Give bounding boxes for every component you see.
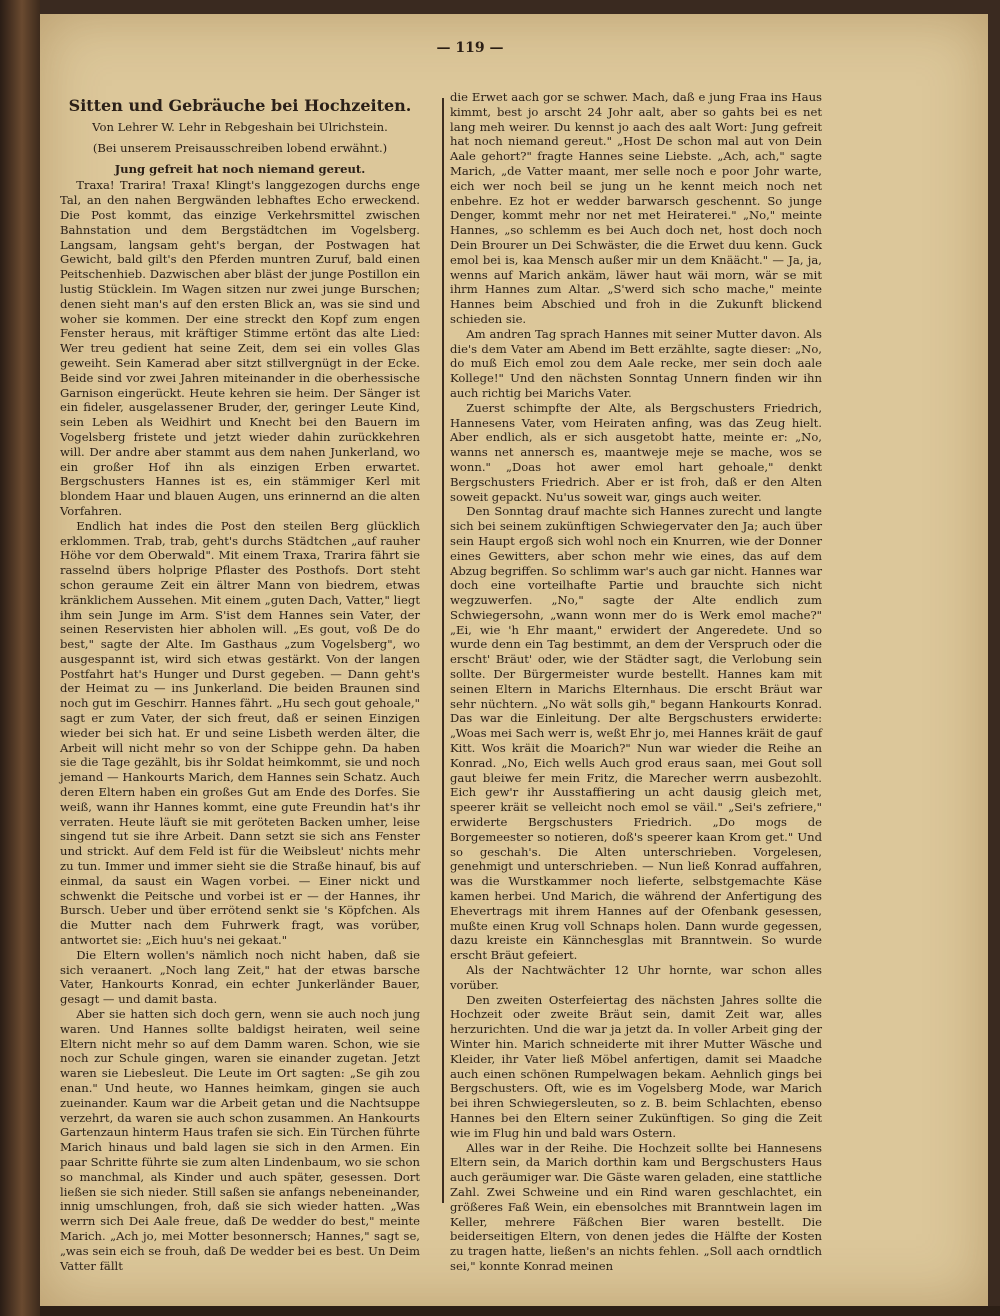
article-title: Sitten und Gebräuche bei Hochzeiten.: [68, 96, 412, 115]
paragraph: Alles war in der Reihe. Die Hochzeit sollte bei Hannesens Eltern sein, da Marich dorthin kam und Bergschusters Haus auch geräumiger war. Die Gäste waren geladen, eine stattliche Zahl. Zwei Schweine und ein Rind waren geschlachtet, ein größeres Faß Wein, ein ebensolches mit Branntwein lagen im Keller, mehrere Fäßchen Bier waren bestellt. Die beiderseitigen Eltern, von denen jedes die Hälfte der Kosten zu tragen hatte, ließen's an nichts fehlen. „Soll aach orndtlich sei," konnte Konrad meinen: [450, 1140, 822, 1273]
paragraph: Traxa! Trarira! Traxa! Klingt's langgezogen durchs enge Tal, an den nahen Bergwänden lebhaftes Echo erweckend. Die Post kommt, das einzige Verkehrsmittel zwischen Bahnstation und dem Bergstädtchen im Vogelsberg. Langsam, langsam geht's bergan, der Postwagen hat Gewicht, bald gilt's den Pferden muntren Zuruf, bald einen Peitschenhieb. Dazwischen aber bläst der junge Postillon ein lustig Stücklein. Im Wagen sitzen nur zwei junge Burschen; denen sieht man's auf den ersten Blick an, was sie sind und woher sie kommen. Der eine streckt den Kopf zum engen Fenster heraus, mit kräftiger Stimme ertönt das alte Lied: Wer treu gedient hat seine Zeit, dem sei ein volles Glas geweiht. Sein Kamerad aber sitzt stillvergnügt in der Ecke. Beide sind vor zwei Jahren miteinander in die oberhessische Garnison eingerückt. Heute kehren sie heim. Der Sänger ist ein fideler, ausgelassener Bruder, der, geringer Leute Kind, sein Leben als Weidhirt und Knecht bei den Bauern im Vogelsberg fristete und jetzt wieder dahin zurückkehren will. Der andre aber stammt aus dem nahen Junkerland, wo ein großer Hof ihn als einzigen Erben erwartet. Bergschusters Hannes ist es, ein stämmiger Kerl mit blondem Haar und blauen Augen, uns erinnernd an die alten Vorfahren.: [60, 178, 420, 518]
paragraph: Den zweiten Osterfeiertag des nächsten Jahres sollte die Hochzeit oder zweite Bräut sein, damit Zeit war, alles herzurichten. Und die war ja jetzt da. In voller Arbeit ging der Winter hin. Marich schneiderte mit ihrer Mutter Wäsche und Kleider, ihr Vater ließ Möbel anfertigen, damit sei Maadche auch einen schönen Rumpelwagen bekam. Aehnlich gings bei Bergschusters. Oft, wie es im Vogelsberg Mode, war Marich bei ihren Schwiegersleuten, so z. B. beim Schlachten, ebenso Hannes bei den Eltern seiner Zukünftigen. So ging die Zeit wie im Flug hin und bald wars Ostern.: [450, 992, 822, 1140]
article-note: (Bei unserem Preisausschreiben lobend erwähnt.): [92, 140, 388, 155]
page-number: — 119 —: [436, 40, 504, 56]
paragraph: Am andren Tag sprach Hannes mit seiner Mutter davon. Als die's dem Vater am Abend im Bett erzählte, sagte dieser: „No, do muß Eich emol zou dem Aale recke, mer sein doch aale Kollege!" Und den nächsten Sonntag Unnern finden wir ihn auch richtig bei Marichs Vater.: [450, 326, 822, 400]
article-subhead: Jung gefreit hat noch niemand gereut.: [114, 161, 366, 176]
paragraph: die Erwet aach gor se schwer. Mach, daß e jung Fraa ins Haus kimmt, best jo arscht 24 Johr aalt, aber so gahts bei es net lang meh weirer. Du kennst jo aach des aalt Wort: Jung gefreit hat noch niemand gereut." „Host De schon mal aut von Dein Aale gehort?" fragte Hannes seine Liebste. „Ach, ach," sagte Marich, „de Vatter maant, mer selle noch e poor Johr warte, eich wer noch beil se jung un he kennt meich noch net enbehre. Ez hot er wedder barwarsch geschennt. So junge Denger, kommt mehr nor net met Heiraterei." „No," meinte Hannes, „so schlemm es bei Auch doch net, host doch noch Dein Brourer un Dei Schwäster, die die Erwet duu kenn. Guck emol bei is, kaa Mensch außer mir un dem Knäächt." — Ja, ja, wenns auf Marich ankäm, läwer haut wäi morn, wär se mit ihrm Hannes zum Altar. „S'werd sich scho mache," meinte Hannes beim Abschied und froh in die Zukunft blickend schieden sie.: [450, 90, 822, 326]
right-column: [450, 90, 822, 1274]
paragraph: Als der Nachtwächter 12 Uhr hornte, war schon alles vorüber.: [450, 963, 822, 992]
left-column: [60, 90, 420, 1273]
paragraph: Aber sie hatten sich doch gern, wenn sie auch noch jung waren. Und Hannes sollte baldigst heiraten, weil seine Eltern nicht mehr so auf dem Damm waren. Schon, wie sie noch zur Schule gingen, waren sie einander zugetan. Jetzt waren sie Liebesleut. Die Leute im Ort sagten: „Se gih zou enan." Und heute, wo Hannes heimkam, gingen sie auch zueinander. Kaum war die Arbeit getan und die Nachtsuppe verzehrt, da waren sie auch schon zusammen. An Hankourts Gartenzaun hinterm Haus trafen sie sich. Ein Türchen führte Marich hinaus und bald lagen sie sich in den Armen. Ein paar Schritte führte sie zum alten Lindenbaum, wo sie schon so manchmal, als Kinder und auch später, gesessen. Dort ließen sie sich nieder. Still saßen sie anfangs nebeneinander, innig umschlungen, froh, daß sie sich wieder hatten. „Was werrn sich Dei Aale freue, daß De wedder do best," meinte Marich. „Ach jo, mei Motter besonnersch; Hannes," sagt se, „was sein eich se frouh, daß De wedder bei es best. Un Deim Vatter fällt: [60, 1007, 420, 1273]
column-divider: [442, 98, 444, 1203]
paragraph: Den Sonntag drauf machte sich Hannes zurecht und langte sich bei seinem zukünftigen Schwiegervater den Ja; auch über sein Haupt ergoß sich wohl noch ein Knurren, wie der Donner eines Gewitters, aber schon mehr wie eines, das auf dem Abzug begriffen. So schlimm war's auch gar nicht. Hannes war doch eine vorteilhafte Partie und brauchte sich nicht wegzuwerfen. „No," sagte der Alte endlich zum Schwiegersohn, „wann wonn mer do is Werk emol mache?" „Ei, wie 'h Ehr maant," erwidert der Angeredete. Und so wurde denn ein Tag bestimmt, an dem der Verspruch oder die erscht' Bräut' oder, wie der Städter sagt, die Verlobung sein sollte. Der Bürgermeister wurde bestellt. Hannes kam mit seinen Eltern in Marichs Elternhaus. Die erscht Bräut war sehr nüchtern. „No wät solls gih," begann Hankourts Konrad. Das war die Einleitung. Der alte Bergschusters erwiderte: „Woas mei Sach werr is, weßt Ehr jo, mei Hannes kräit de gauf Kitt. Wos kräit die Moarich?" Nun war wieder die Reihe an Konrad. „No, Eich wells Auch grod eraus saan, mei Gout soll gaut bleiwe fer mein Fritz, die Marecher werrn ausbezohlt. Eich gew'r ihr Ausstaffiering un acht dausig gleich met, speerer kräit se velleicht noch emol se väil." „Sei's zefriere," erwiderte Bergschusters Friedrich. „Do mogs de Borgemeester so notieren, doß's speerer kaan Krom get." Und so geschah's. Die Alten unterschrieben. Vorgelesen, genehmigt und unterschrieben. — Nun ließ Konrad auffahren, was die Wurstkammer noch lieferte, selbstgemachte Käse kamen herbei. Und Marich, die während der Anfertigung des Ehevertrags mit ihrem Hannes auf der Ofenbank gesessen, mußte einen Krug voll Schnaps holen. Dann wurde gegessen, dazu kreiste ein Kännchesglas mit Branntwein. So wurde erscht Bräut gefeiert.: [450, 504, 822, 963]
article-byline: Von Lehrer W. Lehr in Rebgeshain bei Ulrichstein.: [92, 120, 388, 134]
paragraph: Zuerst schimpfte der Alte, als Bergschusters Friedrich, Hannesens Vater, vom Heiraten anfing, was das Zeug hielt. Aber endlich, als er sich ausgetobt hatte, meinte er: „No, wanns net annersch es, maantweje meje se mache, wos se wonn." „Doas hot awer emol hart gehoale," denkt Bergschusters Friedrich. Aber er ist froh, daß er den Alten soweit gepackt. Nu'us soweit war, gings auch weiter.: [450, 400, 822, 504]
book-spine: [0, 0, 40, 1316]
paragraph: Endlich hat indes die Post den steilen Berg glücklich erklommen. Trab, trab, geht's durchs Städtchen „auf rauher Höhe vor dem Oberwald". Mit einem Traxa, Trarira fährt sie rasselnd übers holprige Pflaster des Posthofs. Dort steht schon geraume Zeit ein ältrer Mann von biedrem, etwas kränklichem Aussehen. Mit einem „guten Dach, Vatter," liegt ihm sein Junge im Arm. S'ist dem Hannes sein Vater, der seinen Reservisten hier abholen will. „Es gout, voß De do best," sagte der Alte. Im Gasthaus „zum Vogelsberg", wo ausgespannt ist, wird sich etwas gestärkt. Von der langen Postfahrt hat's Hunger und Durst gegeben. — Dann geht's der Heimat zu — ins Junkerland. Die beiden Braunen sind noch gut im Geschirr. Hannes fährt. „Hu sech gout gehoale," sagt er zum Vater, der sich freut, daß er seinen Einzigen wieder bei sich hat. Er und seine Lisbeth werden älter, die Arbeit will nicht mehr so von der Schippe gehn. Da haben sie die Tage gezählt, bis ihr Soldat heimkommt, sie und noch jemand — Hankourts Marich, dem Hannes sein Schatz. Auch deren Eltern haben ein großes Gut am Ende des Dorfes. Sie weiß, wann ihr Hannes kommt, eine gute Freundin hat's ihr verraten. Heute läuft sie mit geröteten Backen umher, leise singend tut sie ihre Arbeit. Dann setzt sie sich ans Fenster und strickt. Auf dem Feld ist für die Weibsleut' nichts mehr zu tun. Immer und immer sieht sie die Straße hinauf, bis auf einmal, da saust ein Wagen vorbei. — Einer nickt und schwenkt die Peitsche und vorbei ist er — der Hannes, ihr Bursch. Ueber und über errötend senkt sie 's Köpfchen. Als die Mutter nach dem Fuhrwerk fragt, was vorüber, antwortet sie: „Eich huu's nei gekaat.": [60, 518, 420, 948]
paragraph: Die Eltern wollen's nämlich noch nicht haben, daß sie sich veraanert. „Noch lang Zeit," hat der etwas barsche Vater, Hankourts Konrad, ein echter Junkerländer Bauer, gesagt — und damit basta.: [60, 947, 420, 1007]
page-bottom-edge: [40, 1306, 1000, 1316]
